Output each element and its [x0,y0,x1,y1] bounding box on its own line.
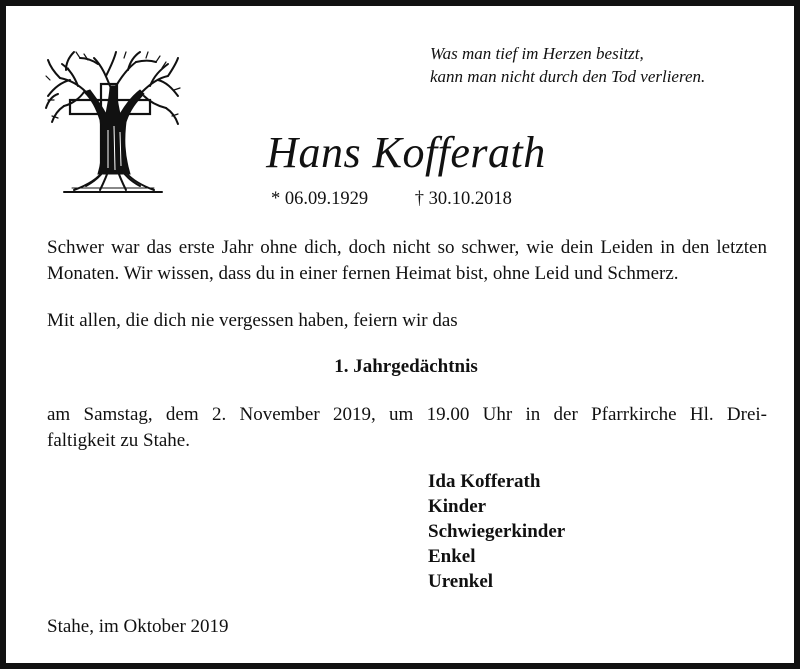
mourner-name: Enkel [428,546,476,567]
memorial-heading: 1. Jahrgedächtnis [334,356,478,377]
service-line: faltigkeit zu Stahe. [47,430,190,451]
birth-date: * 06.09.1929 [271,189,369,209]
mourners-list [428,469,565,594]
memorial-quote [430,42,770,88]
deceased-name: Hans Kofferath [266,128,546,177]
service-line: am Samstag, dem 2. November 2019, um 19.00 Uhr in der Pfarrkirche Hl. Drei- [47,404,767,425]
mourner-name: Urenkel [428,571,494,592]
quote-line: Was man tief im Herzen besitzt, [430,44,644,63]
intro-paragraph: Schwer war das erste Jahr ohne dich, doch nicht so schwer, wie dein Leiden in den letzten Monaten. Wir wissen, dass du in einer fernen Heimat bist, ohne Leid und Schmerz. [47,237,767,284]
place-date: Stahe, im Oktober 2019 [47,616,229,637]
mourner-name: Kinder [428,496,487,517]
mourner-name: Ida Kofferath [428,471,541,492]
invitation-line: Mit allen, die dich nie vergessen haben, feiern wir das [47,310,458,331]
service-details [47,402,767,454]
life-dates [271,187,512,211]
quote-line: kann man nicht durch den Tod verlieren. [430,67,706,86]
mourner-name: Schwiegerkinder [428,521,566,542]
death-date: † 30.10.2018 [414,189,512,209]
